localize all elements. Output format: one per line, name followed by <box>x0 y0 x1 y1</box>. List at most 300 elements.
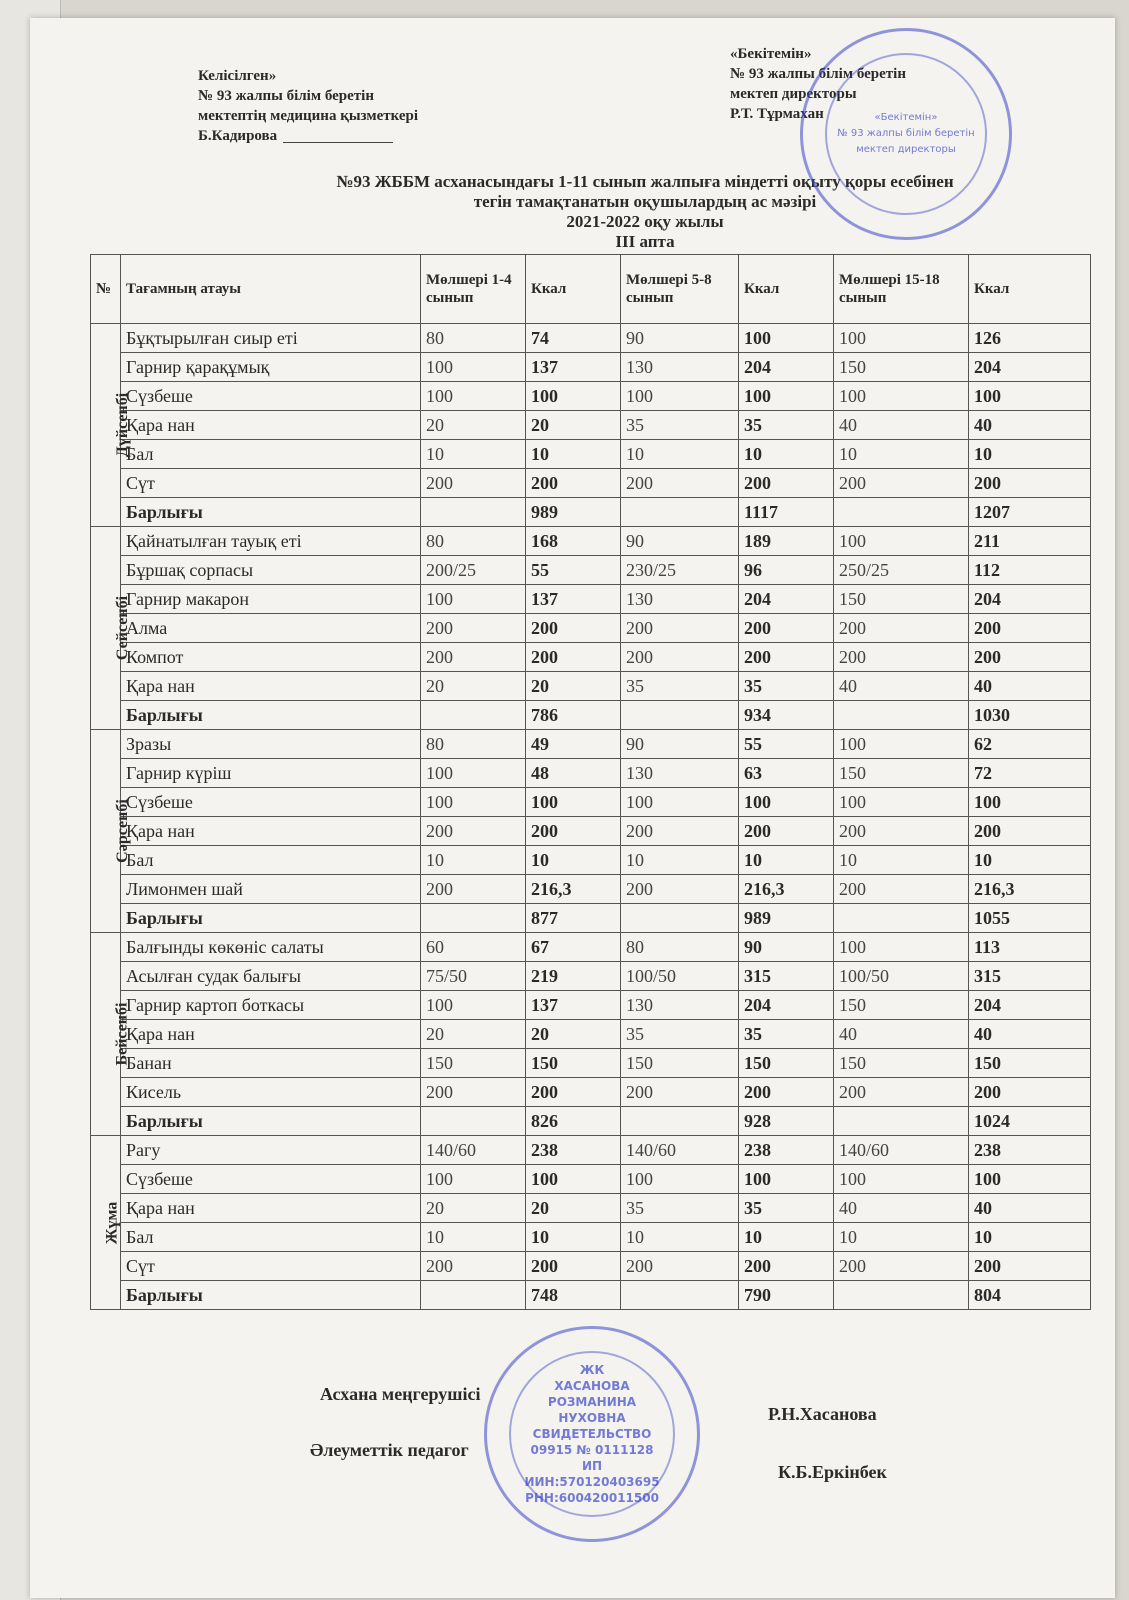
kcal-cell: 200 <box>526 469 621 498</box>
kcal-cell: 315 <box>969 962 1091 991</box>
footer-name-1: Р.Н.Хасанова <box>768 1404 877 1424</box>
table-row <box>91 817 1091 846</box>
header-portion-15-18: Мөлшері 15-18 сынып <box>834 255 969 324</box>
kcal-cell: 168 <box>526 527 621 556</box>
portion-cell: 80 <box>621 933 739 962</box>
total-label: Барлығы <box>121 904 421 933</box>
portion-cell: 100 <box>421 991 526 1020</box>
portion-cell: 10 <box>834 440 969 469</box>
portion-cell: 150 <box>834 759 969 788</box>
portion-cell: 130 <box>621 585 739 614</box>
kcal-cell: 189 <box>739 527 834 556</box>
table-row <box>91 846 1091 875</box>
table-row <box>91 527 1091 556</box>
header-kcal-5-8: Ккал <box>739 255 834 324</box>
total-value-cell <box>421 498 526 527</box>
kcal-cell: 200 <box>739 1078 834 1107</box>
day-label: Жұма <box>103 1201 121 1244</box>
kcal-cell: 200 <box>969 469 1091 498</box>
portion-cell: 10 <box>421 846 526 875</box>
kcal-cell: 10 <box>739 440 834 469</box>
menu-table-body <box>91 324 1091 1310</box>
portion-cell: 130 <box>621 353 739 382</box>
portion-cell: 200 <box>421 614 526 643</box>
day-cell <box>91 527 132 730</box>
total-row <box>91 498 1091 527</box>
menu-table <box>90 254 1091 1310</box>
dish-name-cell: Сүт <box>121 1252 421 1281</box>
kcal-cell: 204 <box>969 353 1091 382</box>
kcal-cell: 10 <box>969 846 1091 875</box>
kcal-cell: 20 <box>526 1020 621 1049</box>
stamp-bottom-line-3: РОЗМАНИНА <box>547 1395 637 1409</box>
kcal-cell: 10 <box>526 440 621 469</box>
dish-name-cell: Сүзбеше <box>121 1165 421 1194</box>
total-value-cell <box>834 701 969 730</box>
dish-name-cell: Гарнир қарақұмық <box>121 353 421 382</box>
kcal-cell: 55 <box>739 730 834 759</box>
table-row <box>91 382 1091 411</box>
portion-cell: 10 <box>834 846 969 875</box>
stamp-bottom-line-2: ХАСАНОВА <box>554 1379 630 1393</box>
kcal-cell: 10 <box>739 846 834 875</box>
total-value-cell <box>621 1107 739 1136</box>
approved-label: «Бекітемін» <box>730 46 812 62</box>
portion-cell: 20 <box>421 672 526 701</box>
total-value-cell <box>834 1281 969 1310</box>
portion-cell: 90 <box>621 527 739 556</box>
portion-cell: 20 <box>421 411 526 440</box>
table-row <box>91 730 1091 759</box>
kcal-cell: 100 <box>969 382 1091 411</box>
portion-cell: 140/60 <box>834 1136 969 1165</box>
kcal-cell: 150 <box>739 1049 834 1078</box>
portion-cell: 35 <box>621 1194 739 1223</box>
kcal-cell: 112 <box>969 556 1091 585</box>
stamp-bottom-line-6: 09915 № 0111128 <box>530 1443 654 1457</box>
kcal-cell: 204 <box>739 353 834 382</box>
table-row <box>91 324 1091 353</box>
kcal-cell: 62 <box>969 730 1091 759</box>
kcal-cell: 67 <box>526 933 621 962</box>
kcal-cell: 200 <box>739 614 834 643</box>
dish-name-cell: Қайнатылған тауық еті <box>121 527 421 556</box>
header-kcal-1-4: Ккал <box>526 255 621 324</box>
portion-cell: 100 <box>834 933 969 962</box>
table-row <box>91 643 1091 672</box>
portion-cell: 200 <box>621 643 739 672</box>
table-row <box>91 962 1091 991</box>
kcal-cell: 40 <box>969 1194 1091 1223</box>
kcal-cell: 55 <box>526 556 621 585</box>
portion-cell: 100/50 <box>834 962 969 991</box>
portion-cell: 100 <box>621 382 739 411</box>
portion-cell: 200 <box>834 1252 969 1281</box>
portion-cell: 40 <box>834 411 969 440</box>
dish-name-cell: Сүт <box>121 469 421 498</box>
kcal-cell: 211 <box>969 527 1091 556</box>
portion-cell: 200 <box>421 643 526 672</box>
portion-cell: 100/50 <box>621 962 739 991</box>
portion-cell: 100 <box>834 324 969 353</box>
agreed-label: Келісілген» <box>198 68 277 84</box>
kcal-cell: 200 <box>526 1078 621 1107</box>
day-label: Сейсенбі <box>114 595 132 661</box>
kcal-cell: 126 <box>969 324 1091 353</box>
agreed-role: мектептің медицина қызметкері <box>198 108 419 124</box>
stamp-bottom-line-4: НУХОВНА <box>558 1411 626 1425</box>
header-portion-5-8: Мөлшері 5-8 сынып <box>621 255 739 324</box>
kcal-cell: 100 <box>969 1165 1091 1194</box>
day-cell <box>91 324 132 527</box>
stamp-bottom-line-8: ИИН:570120403695 <box>524 1475 660 1489</box>
kcal-cell: 216,3 <box>739 875 834 904</box>
portion-cell: 80 <box>421 730 526 759</box>
total-value-cell <box>621 1281 739 1310</box>
kcal-cell: 238 <box>526 1136 621 1165</box>
table-row <box>91 759 1091 788</box>
portion-cell: 200 <box>834 817 969 846</box>
portion-cell: 100 <box>834 382 969 411</box>
total-value-cell: 790 <box>739 1281 834 1310</box>
kcal-cell: 238 <box>739 1136 834 1165</box>
header-number: № <box>91 255 121 324</box>
dish-name-cell: Зразы <box>121 730 421 759</box>
dish-name-cell: Қара нан <box>121 1194 421 1223</box>
portion-cell: 200 <box>621 817 739 846</box>
portion-cell: 200 <box>834 469 969 498</box>
kcal-cell: 10 <box>969 1223 1091 1252</box>
stamp-bottom-line-5: СВИДЕТЕЛЬСТВО <box>532 1427 652 1441</box>
kcal-cell: 219 <box>526 962 621 991</box>
table-row <box>91 1020 1091 1049</box>
portion-cell: 150 <box>834 991 969 1020</box>
total-value-cell: 804 <box>969 1281 1091 1310</box>
kcal-cell: 216,3 <box>969 875 1091 904</box>
dish-name-cell: Қара нан <box>121 411 421 440</box>
kcal-cell: 204 <box>739 585 834 614</box>
portion-cell: 200 <box>834 1078 969 1107</box>
table-row <box>91 1049 1091 1078</box>
portion-cell: 10 <box>621 1223 739 1252</box>
table-row <box>91 1078 1091 1107</box>
kcal-cell: 63 <box>739 759 834 788</box>
stamp-bottom-line-1: ЖК <box>579 1363 605 1377</box>
total-value-cell: 934 <box>739 701 834 730</box>
portion-cell: 35 <box>621 411 739 440</box>
kcal-cell: 200 <box>526 643 621 672</box>
portion-cell: 200/25 <box>421 556 526 585</box>
kcal-cell: 200 <box>526 614 621 643</box>
table-row <box>91 1223 1091 1252</box>
kcal-cell: 35 <box>739 1194 834 1223</box>
table-row <box>91 614 1091 643</box>
approved-school: № 93 жалпы білім беретін <box>730 66 906 82</box>
kcal-cell: 200 <box>969 817 1091 846</box>
kcal-cell: 35 <box>739 1020 834 1049</box>
portion-cell: 150 <box>834 353 969 382</box>
total-value-cell: 1030 <box>969 701 1091 730</box>
kcal-cell: 150 <box>526 1049 621 1078</box>
stamp-bottom-line-7: ИП <box>581 1459 603 1473</box>
portion-cell: 90 <box>621 324 739 353</box>
portion-cell: 40 <box>834 672 969 701</box>
dish-name-cell: Кисель <box>121 1078 421 1107</box>
total-value-cell: 1055 <box>969 904 1091 933</box>
portion-cell: 100 <box>834 730 969 759</box>
dish-name-cell: Компот <box>121 643 421 672</box>
total-value-cell: 989 <box>739 904 834 933</box>
portion-cell: 100 <box>421 353 526 382</box>
portion-cell: 10 <box>621 846 739 875</box>
total-value-cell: 877 <box>526 904 621 933</box>
kcal-cell: 204 <box>969 585 1091 614</box>
portion-cell: 200 <box>621 469 739 498</box>
total-row <box>91 904 1091 933</box>
dish-name-cell: Алма <box>121 614 421 643</box>
kcal-cell: 20 <box>526 411 621 440</box>
kcal-cell: 200 <box>739 1252 834 1281</box>
dish-name-cell: Асылған судак балығы <box>121 962 421 991</box>
total-value-cell <box>834 1107 969 1136</box>
kcal-cell: 40 <box>969 411 1091 440</box>
portion-cell: 200 <box>421 1252 526 1281</box>
stamp-top-line-2: № 93 жалпы білім беретін <box>837 128 975 139</box>
dish-name-cell: Бұршақ сорпасы <box>121 556 421 585</box>
dish-name-cell: Рагу <box>121 1136 421 1165</box>
footer-role-1: Асхана меңгерушісі <box>320 1384 481 1404</box>
total-value-cell <box>621 904 739 933</box>
total-value-cell <box>421 1107 526 1136</box>
header-portion-1-4: Мөлшері 1-4 сынып <box>421 255 526 324</box>
kcal-cell: 100 <box>739 788 834 817</box>
portion-cell: 100 <box>834 788 969 817</box>
dish-name-cell: Банан <box>121 1049 421 1078</box>
title-line-2: тегін тамақтанатын оқушылардың ас мәзірі <box>473 192 817 211</box>
day-label: Сәрсенбі <box>113 799 131 863</box>
portion-cell: 100 <box>421 788 526 817</box>
header-kcal-15-18: Ккал <box>969 255 1091 324</box>
agreed-name: Б.Кадирова <box>198 128 278 144</box>
portion-cell: 10 <box>421 440 526 469</box>
kcal-cell: 40 <box>969 672 1091 701</box>
title-line-3: 2021-2022 оқу жылы <box>566 212 724 231</box>
total-value-cell <box>621 498 739 527</box>
kcal-cell: 49 <box>526 730 621 759</box>
agreed-school: № 93 жалпы білім беретін <box>198 88 374 104</box>
portion-cell: 90 <box>621 730 739 759</box>
kcal-cell: 200 <box>969 614 1091 643</box>
portion-cell: 200 <box>421 469 526 498</box>
total-row <box>91 1107 1091 1136</box>
total-value-cell <box>421 701 526 730</box>
kcal-cell: 200 <box>969 643 1091 672</box>
portion-cell: 150 <box>834 585 969 614</box>
portion-cell: 230/25 <box>621 556 739 585</box>
portion-cell: 200 <box>621 1252 739 1281</box>
kcal-cell: 72 <box>969 759 1091 788</box>
portion-cell: 100 <box>421 1165 526 1194</box>
portion-cell: 10 <box>421 1223 526 1252</box>
portion-cell: 100 <box>421 759 526 788</box>
dish-name-cell: Гарнир күріш <box>121 759 421 788</box>
kcal-cell: 20 <box>526 672 621 701</box>
stamp-top-line-1: «Бекітемін» <box>874 112 938 123</box>
portion-cell: 100 <box>621 1165 739 1194</box>
kcal-cell: 74 <box>526 324 621 353</box>
kcal-cell: 204 <box>969 991 1091 1020</box>
dish-name-cell: Бал <box>121 1223 421 1252</box>
table-row <box>91 440 1091 469</box>
total-value-cell: 928 <box>739 1107 834 1136</box>
total-value-cell <box>421 904 526 933</box>
kcal-cell: 10 <box>526 846 621 875</box>
kcal-cell: 238 <box>969 1136 1091 1165</box>
kcal-cell: 315 <box>739 962 834 991</box>
kcal-cell: 35 <box>739 672 834 701</box>
kcal-cell: 216,3 <box>526 875 621 904</box>
portion-cell: 200 <box>621 1078 739 1107</box>
footer-role-2: Әлеуметтік педагог <box>310 1440 469 1460</box>
stamp-top-line-3: мектеп директоры <box>856 144 956 155</box>
total-value-cell <box>834 498 969 527</box>
portion-cell: 150 <box>834 1049 969 1078</box>
table-row <box>91 991 1091 1020</box>
title-line-4: III апта <box>615 232 675 251</box>
portion-cell: 100 <box>421 585 526 614</box>
kcal-cell: 204 <box>739 991 834 1020</box>
portion-cell: 60 <box>421 933 526 962</box>
dish-name-cell: Сүзбеше <box>121 382 421 411</box>
table-row <box>91 353 1091 382</box>
portion-cell: 130 <box>621 759 739 788</box>
kcal-cell: 137 <box>526 585 621 614</box>
total-label: Барлығы <box>121 701 421 730</box>
portion-cell: 20 <box>421 1020 526 1049</box>
dish-name-cell: Гарнир макарон <box>121 585 421 614</box>
header-dish-name: Тағамның атауы <box>121 255 421 324</box>
kcal-cell: 150 <box>969 1049 1091 1078</box>
table-row <box>91 556 1091 585</box>
portion-cell: 40 <box>834 1020 969 1049</box>
kcal-cell: 40 <box>969 1020 1091 1049</box>
day-label: Дүйсенбі <box>114 392 132 458</box>
dish-name-cell: Қара нан <box>121 1020 421 1049</box>
kcal-cell: 100 <box>969 788 1091 817</box>
table-header-row <box>91 255 1091 324</box>
portion-cell: 100 <box>421 382 526 411</box>
portion-cell: 200 <box>834 643 969 672</box>
total-value-cell: 1207 <box>969 498 1091 527</box>
portion-cell: 20 <box>421 1194 526 1223</box>
portion-cell: 100 <box>834 527 969 556</box>
portion-cell: 150 <box>421 1049 526 1078</box>
portion-cell: 100 <box>621 788 739 817</box>
kcal-cell: 100 <box>526 788 621 817</box>
total-value-cell: 826 <box>526 1107 621 1136</box>
dish-name-cell: Балғынды көкөніс салаты <box>121 933 421 962</box>
kcal-cell: 200 <box>526 817 621 846</box>
portion-cell: 10 <box>834 1223 969 1252</box>
total-value-cell: 786 <box>526 701 621 730</box>
kcal-cell: 200 <box>969 1252 1091 1281</box>
table-row <box>91 469 1091 498</box>
portion-cell: 200 <box>621 614 739 643</box>
portion-cell: 200 <box>421 817 526 846</box>
table-row <box>91 672 1091 701</box>
table-row <box>91 1252 1091 1281</box>
table-row <box>91 411 1091 440</box>
portion-cell: 75/50 <box>421 962 526 991</box>
day-cell <box>91 1136 121 1310</box>
kcal-cell: 100 <box>526 1165 621 1194</box>
total-value-cell <box>834 904 969 933</box>
total-label: Барлығы <box>121 1281 421 1310</box>
total-label: Барлығы <box>121 1107 421 1136</box>
kcal-cell: 10 <box>739 1223 834 1252</box>
portion-cell: 80 <box>421 324 526 353</box>
kcal-cell: 35 <box>739 411 834 440</box>
approved-role: мектеп директоры <box>730 86 857 102</box>
portion-cell: 10 <box>621 440 739 469</box>
day-cell <box>91 933 131 1136</box>
kcal-cell: 200 <box>526 1252 621 1281</box>
dish-name-cell: Сүзбеше <box>121 788 421 817</box>
kcal-cell: 137 <box>526 353 621 382</box>
kcal-cell: 100 <box>739 1165 834 1194</box>
portion-cell: 200 <box>421 875 526 904</box>
total-value-cell: 1117 <box>739 498 834 527</box>
portion-cell: 80 <box>421 527 526 556</box>
portion-cell: 40 <box>834 1194 969 1223</box>
footer-name-2: К.Б.Еркінбек <box>778 1462 887 1482</box>
kcal-cell: 200 <box>739 469 834 498</box>
dish-name-cell: Қара нан <box>121 672 421 701</box>
total-value-cell: 748 <box>526 1281 621 1310</box>
table-row <box>91 1165 1091 1194</box>
kcal-cell: 10 <box>969 440 1091 469</box>
portion-cell: 35 <box>621 672 739 701</box>
kcal-cell: 96 <box>739 556 834 585</box>
portion-cell: 100 <box>834 1165 969 1194</box>
dish-name-cell: Бұқтырылған сиыр еті <box>121 324 421 353</box>
table-row <box>91 1194 1091 1223</box>
total-label: Барлығы <box>121 498 421 527</box>
dish-name-cell: Гарнир картоп боткасы <box>121 991 421 1020</box>
kcal-cell: 100 <box>739 382 834 411</box>
dish-name-cell: Бал <box>121 846 421 875</box>
portion-cell: 140/60 <box>621 1136 739 1165</box>
dish-name-cell: Лимонмен шай <box>121 875 421 904</box>
kcal-cell: 200 <box>739 643 834 672</box>
stamp-bottom-line-9: РНН:600420011500 <box>525 1491 659 1505</box>
total-value-cell <box>421 1281 526 1310</box>
portion-cell: 250/25 <box>834 556 969 585</box>
kcal-cell: 200 <box>969 1078 1091 1107</box>
table-row <box>91 585 1091 614</box>
table-row <box>91 875 1091 904</box>
kcal-cell: 90 <box>739 933 834 962</box>
signature-line <box>283 130 393 143</box>
table-row <box>91 788 1091 817</box>
total-row <box>91 701 1091 730</box>
kcal-cell: 48 <box>526 759 621 788</box>
portion-cell: 140/60 <box>421 1136 526 1165</box>
total-value-cell: 989 <box>526 498 621 527</box>
portion-cell: 200 <box>834 875 969 904</box>
approved-name: Р.Т. Тұрмахан <box>730 106 824 122</box>
kcal-cell: 113 <box>969 933 1091 962</box>
